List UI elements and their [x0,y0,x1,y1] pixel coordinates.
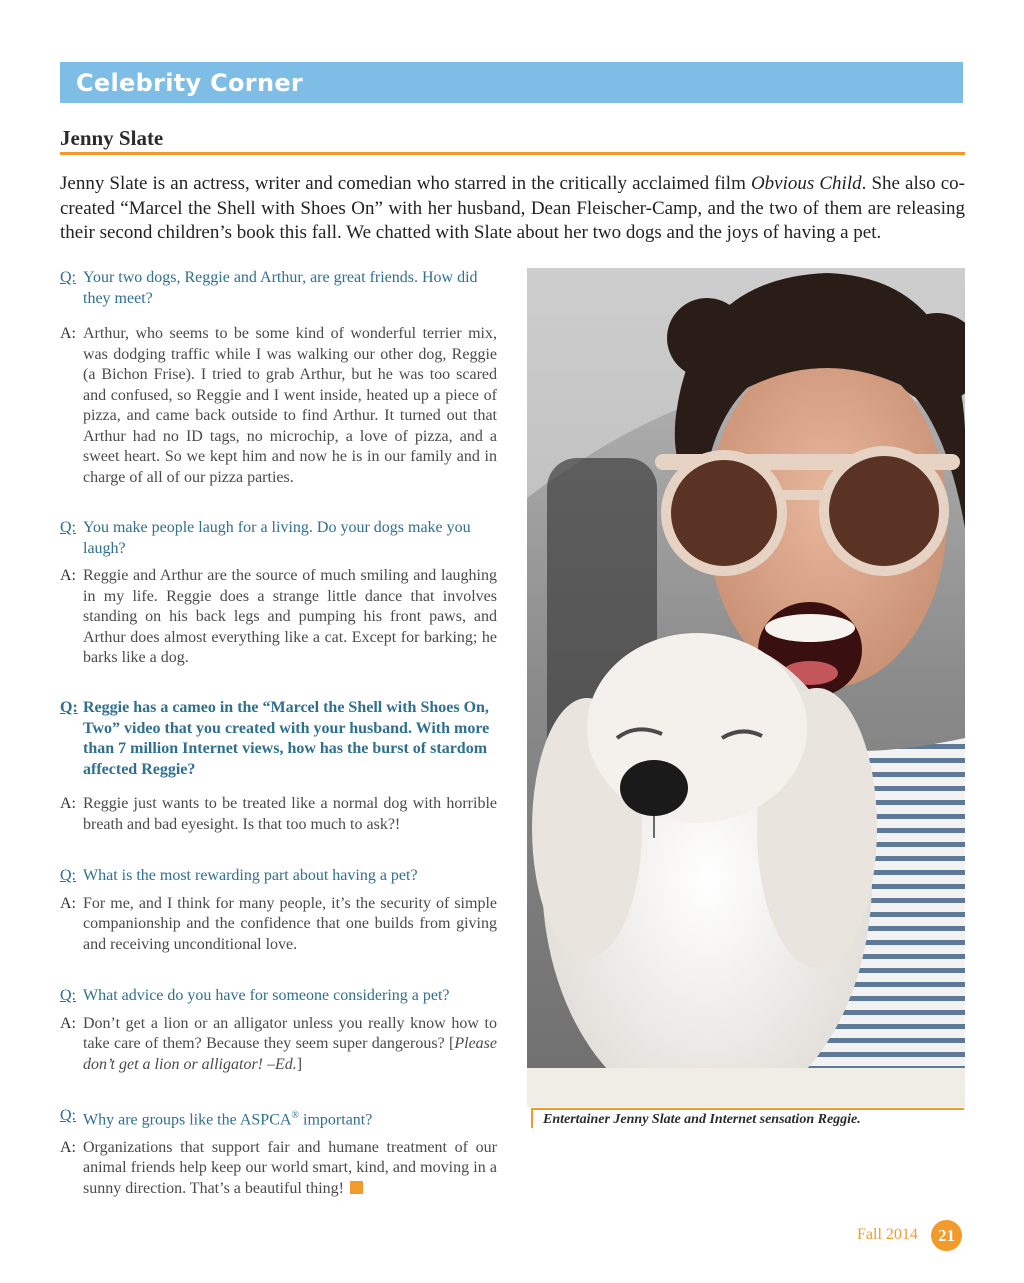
answer-label: A: [60,1014,76,1032]
question-label: Q: [60,987,76,1004]
answer [60,794,497,835]
answer-text: For me, and I think for many people, it’s the security of simple companionship and the confidence that one builds from giving and receiving unconditional love. [83,894,497,953]
article-intro [60,172,965,246]
qa-item [60,986,497,1075]
answer-label: A: [60,325,76,342]
answer [60,566,497,669]
answer-text: Reggie just wants to be treated like a normal dog with horrible breath and bad eyesight. Is that too much to ask?! [83,795,497,833]
question-text: Your two dogs, Reggie and Arthur, are great friends. How did they meet? [83,269,478,307]
answer-text: Arthur, who seems to be some kind of wonderful terrier mix, was dodging traffic while I was walking our other dog, Reggie (a Bichon Frise). I tried to grab Arthur, but he was too scared and confused, so Reggie and I went inside, heated up a piece of pizza, and came back outside to find Arthur. It turned out that Arthur had no ID tags, no microchip, a love of pizza, and a sweet heart. So we kept him and now he is in our family and in charge of all of our pizza parties. [83,325,497,486]
answer-text-end: ] [296,1055,303,1073]
question [60,268,497,309]
qa-item [60,268,497,488]
answer [60,894,497,956]
question-label: Q: [60,519,76,536]
answer [60,324,497,488]
intro-text-1: Jenny Slate is an actress, writer and comedian who starred in the critically acclaimed film [60,173,751,194]
section-title: Celebrity Corner [76,69,304,97]
answer-label: A: [60,1138,76,1156]
photo-caption: Entertainer Jenny Slate and Internet sensation Reggie. [543,1112,861,1127]
caption-tick [531,1108,533,1128]
caption-rule [531,1108,964,1110]
question [60,866,497,887]
question-text: Why are groups like the ASPCA [83,1111,292,1129]
answer-label: A: [60,894,76,912]
answer-label: A: [60,795,76,812]
answer [60,1014,497,1076]
question [60,986,497,1007]
qa-item [60,698,497,835]
registered-mark: ® [291,1110,300,1121]
qa-item [60,866,497,955]
footer-issue: Fall 2014 [857,1226,918,1243]
question-text: You make people laugh for a living. Do your dogs make you laugh? [83,519,471,557]
answer [60,1138,497,1200]
question-label: Q: [60,867,76,884]
editor-note: Please don’t get a lion or alligator! –Ed. [83,1035,497,1073]
question-text: What is the most rewarding part about having a pet? [83,867,418,884]
answer-text: Reggie and Arthur are the source of much smiling and laughing in my life. Reggie does a strange little dance that involves standing on his back legs and pumping his front paws, and Arthur does almost everything like a cat. Except for barking; he barks like a dog. [83,567,497,666]
article-subject-heading: Jenny Slate [60,126,164,150]
photo-illustration [527,268,965,1107]
section-banner [60,62,963,103]
question-text: What advice do you have for someone considering a pet? [83,987,450,1004]
end-of-article-mark [350,1181,363,1194]
question-text: Reggie has a cameo in the “Marcel the Shell with Shoes On, Two” video that you created with your husband. With more than 7 million Internet views, how has the burst of stardom affected Reggie? [83,699,490,778]
question [60,518,497,559]
question-label: Q: [60,699,78,716]
answer-text: Don’t get a lion or an alligator unless you really know how to take care of them? Because they seem super dangerous? [ [83,1014,497,1052]
question [60,698,497,780]
heading-rule [60,152,965,155]
question [60,1106,497,1131]
intro-film-title: Obvious Child [750,173,862,194]
question-text-end: important? [299,1111,373,1129]
question-label: Q: [60,1107,76,1124]
photo-jenny-slate-and-reggie [527,268,965,1107]
question-label: Q: [60,269,76,286]
qa-item [60,518,497,669]
page-number-badge [931,1220,962,1251]
answer-label: A: [60,567,76,584]
answer-text: Organizations that support fair and humane treatment of our animal friends help keep our world smart, kind, and moving in a sunny direction. That’s a beautiful thing! [83,1138,497,1197]
page-number: 21 [938,1225,955,1245]
qa-item [60,1106,497,1199]
intro-text-2: . She also co-created “Marcel the Shell with Shoes On” with her husband, Dean Fleischer-Camp, and the two of them are releasing their second children’s book this fall. We chatted with Slate about her two dogs and the joys of having a pet. [60,173,965,243]
